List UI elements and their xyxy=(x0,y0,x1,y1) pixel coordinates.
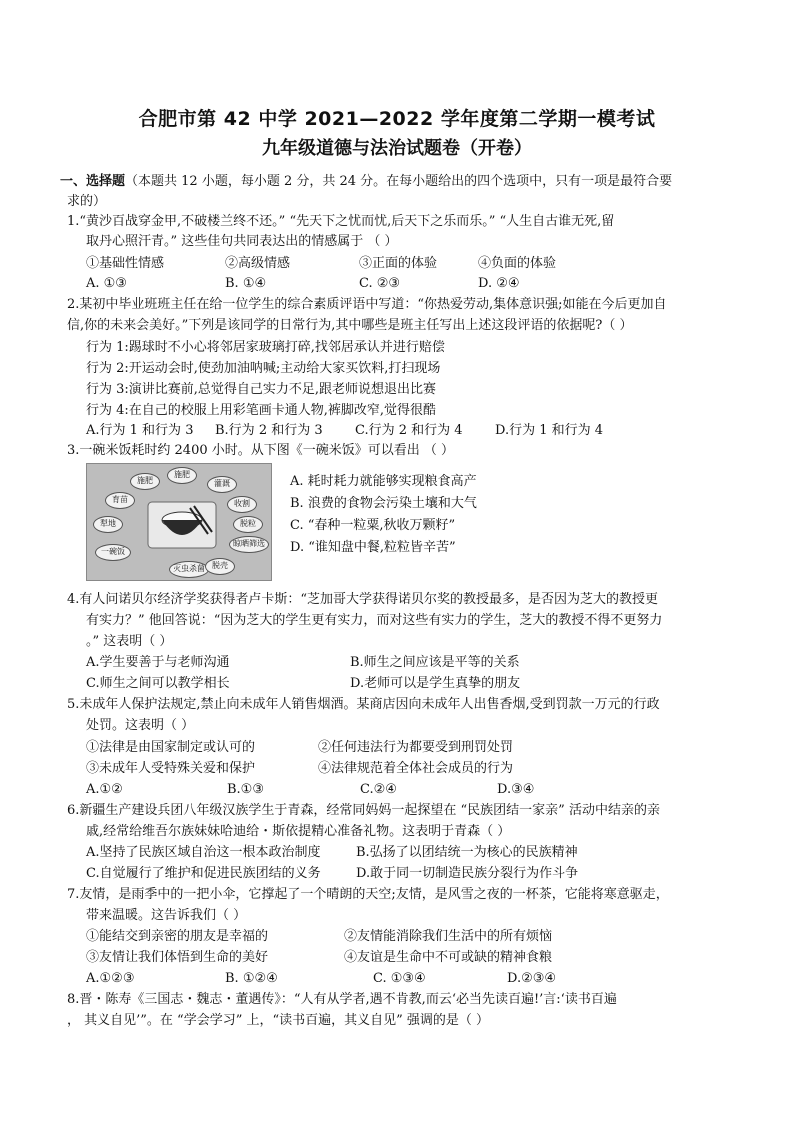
q2-act-2: 行为 2:开运动会时,使劲加油呐喊;主动给大家买饮料,打扫现场 xyxy=(86,361,441,376)
q1-option-c[interactable]: C. ②③ xyxy=(359,276,401,291)
q7-stem-line1: 7.友情，是雨季中的一把小伞，它撑起了一个晴朗的天空;友情，是风雪之夜的一杯茶，它能将寒意驱走， xyxy=(67,887,669,902)
q4-option-d[interactable]: D.老师可以是学生真挚的朋友 xyxy=(350,676,521,691)
q5-option-b[interactable]: B.①③ xyxy=(227,782,264,797)
q3-option-b[interactable]: B. 浪费的食物会污染土壤和大气 xyxy=(290,496,477,511)
q2-option-a[interactable]: A.行为 1 和行为 3 xyxy=(86,423,194,438)
q2-act-3: 行为 3:演讲比赛前,总觉得自己实力不足,跟老师说想退出比赛 xyxy=(86,382,437,397)
q5-item-4: ④法律规范着全体社会成员的行为 xyxy=(318,761,514,776)
q7-item-3: ③友情让我们体悟到生命的美好 xyxy=(86,950,269,965)
section-heading: 一、选择题 xyxy=(60,174,126,189)
q6-option-d[interactable]: D.敢于同一切制造民族分裂行为作斗争 xyxy=(356,866,579,881)
q6-stem-line2: 戚,经常给维吾尔族妹妹哈迪给・斯依提精心准备礼物。这表明于青森（ ） xyxy=(86,824,511,839)
q5-stem-line2: 处罚。这表明（ ） xyxy=(86,718,195,733)
q4-option-a[interactable]: A.学生要善于与老师沟通 xyxy=(86,655,230,670)
q2-act-4: 行为 4:在自己的校服上用彩笔画卡通人物,裤脚改窄,觉得很酷 xyxy=(86,403,437,418)
q2-option-b[interactable]: B.行为 2 和行为 3 xyxy=(215,423,323,438)
q5-stem-line1: 5.未成年人保护法规定,禁止向未成年人销售烟酒。某商店因向未成年人出售香烟,受到罚款一万元的行政 xyxy=(67,697,660,712)
q2-stem-line2: 信,你的未来会美好。”下列是该同学的日常行为,其中哪些是班主任写出上述这段评语的依据呢?（ ） xyxy=(67,318,633,333)
q5-option-d[interactable]: D.③④ xyxy=(497,782,535,797)
q4-stem-line2: 有实力？” 他回答说：“因为芝大的学生更有实力，而对这些有实力的学生，芝大的教授不得不更努力 xyxy=(86,613,663,628)
image-label: 施肥 xyxy=(167,467,197,484)
section-heading-line xyxy=(60,172,672,192)
q1-stem-line2: 取丹心照汗青。” 这些佳句共同表达出的情感属于 （ ） xyxy=(86,234,398,249)
rice-bowl-icon xyxy=(142,498,222,552)
q7-option-d[interactable]: D.②③④ xyxy=(507,971,557,986)
q5-item-1: ①法律是由国家制定或认可的 xyxy=(86,740,256,755)
q1-item-4: ④负面的体验 xyxy=(478,256,557,271)
q8-stem-line2: ， 其义自见’”。在 “学会学习” 上，“读书百遍，其义自见” 强调的是（ ） xyxy=(67,1013,490,1028)
q7-item-2: ②友情能消除我们生活中的所有烦恼 xyxy=(344,929,553,944)
q6-option-c[interactable]: C.自觉履行了维护和促进民族团结的义务 xyxy=(86,866,321,881)
q1-item-1: ①基础性情感 xyxy=(86,256,165,271)
section-note: （本题共 12 小题，每小题 2 分，共 24 分。在每小题给出的四个选项中，只有一项是最符合要 xyxy=(125,174,673,189)
q1-item-2: ②高级情感 xyxy=(225,256,291,271)
q5-item-2: ②任何违法行为都要受到刑罚处罚 xyxy=(318,740,514,755)
q7-option-b[interactable]: B. ①②④ xyxy=(225,971,278,986)
q7-stem-line2: 带来温暖。这告诉我们（ ） xyxy=(86,908,247,923)
q7-option-c[interactable]: C. ①③④ xyxy=(373,971,426,986)
q3-option-d[interactable]: D. “谁知盘中餐,粒粒皆辛苦” xyxy=(290,540,456,555)
q1-stem-line1: 1.“黄沙百战穿金甲,不破楼兰终不还。” “先天下之忧而忧,后天下之乐而乐。” “人生自古谁无死,留 xyxy=(67,214,615,229)
q6-option-b[interactable]: B.弘扬了以团结统一为核心的民族精神 xyxy=(356,845,578,860)
q5-option-c[interactable]: C.②④ xyxy=(360,782,397,797)
image-label: 收割 xyxy=(227,496,257,513)
q2-stem-line1: 2.某初中毕业班班主任在给一位学生的综合素质评语中写道：“你热爱劳动,集体意识强;如能在今后更加自 xyxy=(67,297,667,312)
image-label: 脱壳 xyxy=(205,558,235,575)
image-label: 施肥 xyxy=(130,473,160,490)
q3-option-c[interactable]: C. “春种一粒粟,秋收万颗籽” xyxy=(290,518,456,533)
q5-option-a[interactable]: A.①② xyxy=(86,782,123,797)
q2-act-1: 行为 1:踢球时不小心将邻居家玻璃打碎,找邻居承认并进行赔偿 xyxy=(86,340,445,355)
rice-bowl-image xyxy=(86,463,272,581)
q1-item-3: ③正面的体验 xyxy=(359,256,438,271)
q8-stem-line1: 8.晋・陈寿《三国志・魏志・董遇传》：“人有从学者,遇不肯教,而云‘必当先读百遍!’言:‘读书百遍 xyxy=(67,992,617,1007)
q6-option-a[interactable]: A.坚持了民族区域自治这一根本政治制度 xyxy=(86,845,321,860)
q3-option-a[interactable]: A. 耗时耗力就能够实现粮食高产 xyxy=(290,474,477,489)
q7-item-1: ①能结交到亲密的朋友是幸福的 xyxy=(86,929,269,944)
exam-title: 合肥市第 42 中学 2021—2022 学年度第二学期一模考试 xyxy=(138,108,656,130)
q1-option-a[interactable]: A. ①③ xyxy=(86,276,127,291)
q5-item-3: ③未成年人受特殊关爱和保护 xyxy=(86,761,256,776)
image-label: 犁地 xyxy=(93,516,123,533)
q4-stem-line3: 。” 这表明（ ） xyxy=(86,634,173,649)
image-label: 脱粒 xyxy=(233,516,263,533)
q1-option-b[interactable]: B. ①④ xyxy=(225,276,267,291)
q3-stem-line1: 3.一碗米饭耗时约 2400 小时。从下图《一碗米饭》可以看出 （ ） xyxy=(67,443,455,458)
exam-subtitle: 九年级道德与法治试题卷（开卷） xyxy=(262,138,532,159)
q4-stem-line1: 4.有人问诺贝尔经济学奖获得者卢卡斯：“芝加哥大学获得诺贝尔奖的教授最多，是否因为芝大的教授更 xyxy=(67,592,659,607)
image-label: 育苗 xyxy=(105,492,135,509)
image-label: 灌溉 xyxy=(207,476,237,493)
q7-option-a[interactable]: A.①②③ xyxy=(86,971,135,986)
image-label: 晾晒筛选 xyxy=(229,536,269,553)
q1-option-d[interactable]: D. ②④ xyxy=(478,276,520,291)
q7-item-4: ④友谊是生命中不可或缺的精神食粮 xyxy=(344,950,553,965)
q6-stem-line1: 6.新疆生产建设兵团八年级汉族学生于青森，经常同妈妈一起探望在 “民族团结一家亲” 活动中结亲的亲 xyxy=(67,803,660,818)
q4-option-c[interactable]: C.师生之间可以教学相长 xyxy=(86,676,230,691)
section-note-cont: 求的） xyxy=(67,194,107,209)
image-label: 一碗饭 xyxy=(95,544,131,561)
q2-option-c[interactable]: C.行为 2 和行为 4 xyxy=(355,423,463,438)
q4-option-b[interactable]: B.师生之间应该是平等的关系 xyxy=(350,655,520,670)
image-label: 灭虫杀菌 xyxy=(169,561,209,578)
q2-option-d[interactable]: D.行为 1 和行为 4 xyxy=(495,423,604,438)
